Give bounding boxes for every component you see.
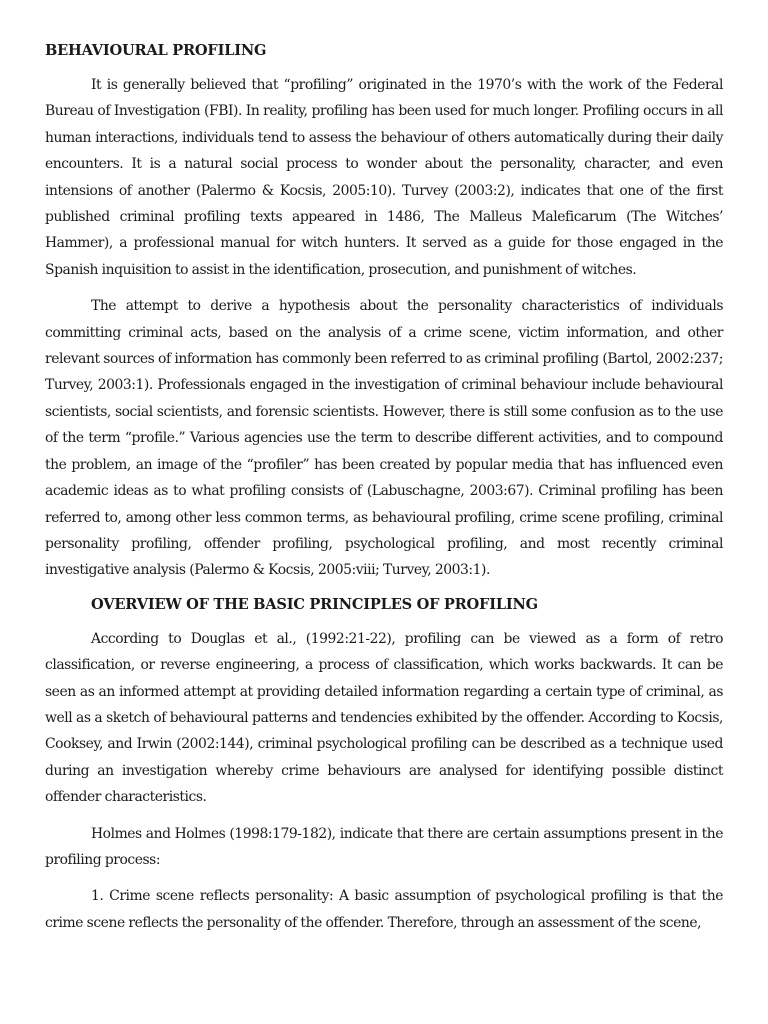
paragraph-retro-classification: According to Douglas et al., (1992:21-22), profiling can be viewed as a form of retro classification, or reverse engineering, a process of classification, which works backwards. It can be seen as an informed attempt at providing detailed information regarding a certain type of criminal, as well as a sketch of behavioural patterns and tendencies exhibited by the offender. According to Kocsis, Cooksey, and Irwin (2002:144), criminal psychological profiling can be described as a technique used during an investigation whereby crime behaviours are analysed for identifying possible distinct offender characteristics.	[45, 630, 723, 806]
paragraph-origins-of-profiling: It is generally believed that “profiling” originated in the 1970’s with the work of the Federal Bureau of Investigation (FBI). In reality, profiling has been used for much longer. Profiling occurs in all human interactions, individuals tend to assess the behaviour of others automatically during their daily encounters. It is a natural social process to wonder about the personality, character, and even intensions of another (Palermo & Kocsis, 2005:10). Turvey (2003:2), indicates that one of the first published criminal profiling texts appeared in 1486, The Malleus Maleficarum (The Witches’ Hammer), a professional manual for witch hunters. It served as a guide for those engaged in the Spanish inquisition to assist in the identification, prosecution, and punishment of witches.	[45, 77, 723, 278]
document-page	[45, 38, 723, 936]
paragraph-assumption-1: 1. Crime scene reflects personality: A basic assumption of psychological profiling is that the crime scene reflects the personality of the offender. Therefore, through an assessment of the scene,	[45, 888, 723, 931]
section-heading-basic-principles: OVERVIEW OF THE BASIC PRINCIPLES OF PROFILING	[91, 595, 538, 613]
section-heading-behavioural-profiling: BEHAVIOURAL PROFILING	[45, 42, 267, 59]
paragraph-assumptions-intro: Holmes and Holmes (1998:179-182), indicate that there are certain assumptions present in the profiling process:	[45, 825, 723, 868]
paragraph-criminal-profiling-definition: The attempt to derive a hypothesis about the personality characteristics of individuals committing criminal acts, based on the analysis of a crime scene, victim information, and other relevant sources of information has commonly been referred to as criminal profiling (Bartol, 2002:237; Turvey, 2003:1). Professionals engaged in the investigation of criminal behaviour include behavioural scientists, social scientists, and forensic scientists. However, there is still some confusion as to the use of the term “profile.” Various agencies use the term to describe different activities, and to compound the problem, an image of the “profiler” has been created by popular media that has influenced even academic ideas as to what profiling consists of (Labuschagne, 2003:67). Criminal profiling has been referred to, among other less common terms, as behavioural profiling, crime scene profiling, criminal personality profiling, offender profiling, psychological profiling, and most recently criminal investigative analysis (Palermo & Kocsis, 2005:viii; Turvey, 2003:1).	[45, 298, 723, 579]
